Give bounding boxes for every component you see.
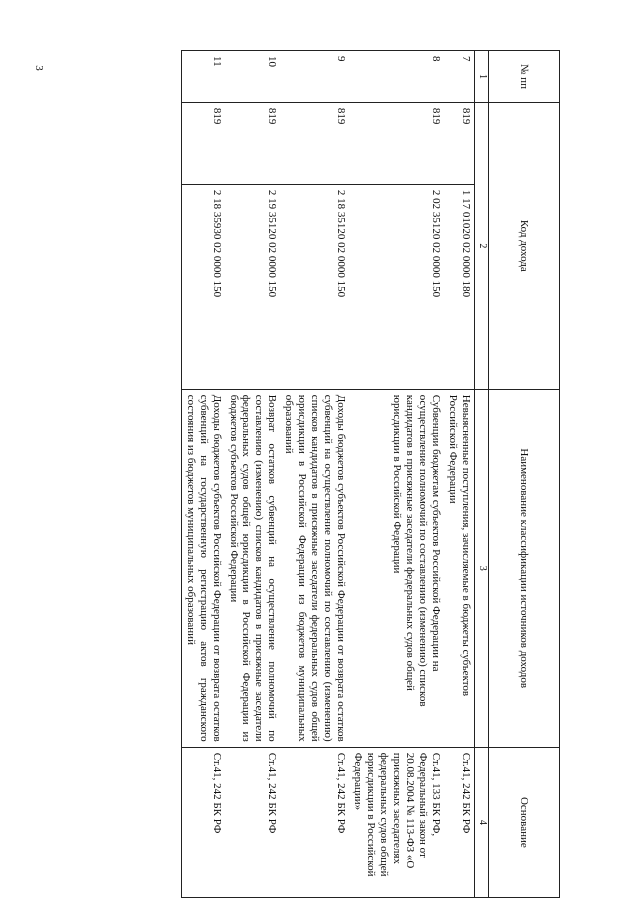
header-basis: Основание [489, 747, 560, 897]
revenue-name: Доходы бюджетов субъектов Российской Федерации от возврата остатков субвенций на государственную регистрацию актов гражданского состояния из бюджетов муниципальных образований [181, 389, 224, 747]
row-index: 8 [349, 51, 444, 103]
table-row [181, 51, 224, 898]
row-index: 11 [181, 51, 224, 103]
revenue-code: 2 19 35120 02 0000 150 [225, 184, 281, 389]
row-index: 7 [444, 51, 474, 103]
admin-code: 819 [225, 102, 281, 184]
revenue-name: Невыясненные поступления, зачисляемые в бюджеты субъектов Российской Федерации [444, 389, 474, 747]
table-row [280, 51, 349, 898]
header-code: Код дохода [489, 102, 560, 389]
basis: Ст.41, 242 БК РФ [225, 747, 281, 897]
row-index: 10 [225, 51, 281, 103]
revenue-classification-table [90, 50, 560, 898]
revenue-code: 2 02 35120 02 0000 150 [349, 184, 444, 389]
header-name: Наименование классификации источников доходов [489, 389, 560, 747]
basis: Ст.41, 242 БК РФ [280, 747, 349, 897]
revenue-code: 2 18 35930 02 0000 150 [181, 184, 224, 389]
page-number: 3 [32, 65, 45, 71]
column-number: 1 [475, 51, 489, 103]
basis: Ст.41, 242 БК РФ [181, 747, 224, 897]
admin-code: 819 [280, 102, 349, 184]
column-number: 2 [475, 102, 489, 389]
column-number: 3 [475, 389, 489, 747]
basis: Ст.41, 133 БК РФ, Федеральный закон от 20.08.2004 № 113-ФЗ «О присяжных заседателях федеральных судов общей юрисдикции в Российской Федерации» [349, 747, 444, 897]
admin-code: 819 [349, 102, 444, 184]
revenue-name: Доходы бюджетов субъектов Российской Федерации от возврата остатков субвенций на осуществление полномочий по составлению (изменению) списков кандидатов в присяжные заседатели федеральных судов общей юрисдикции в Российской Федерации из бюджетов муниципальных образований [280, 389, 349, 747]
admin-code: 819 [181, 102, 224, 184]
revenue-code: 1 17 01020 02 0000 180 [444, 184, 474, 389]
table-row [225, 51, 281, 898]
table-row [349, 51, 444, 898]
admin-code: 819 [444, 102, 474, 184]
revenue-name: Субвенции бюджетам субъектов Российской Федерации на осуществление полномочий по составлению (изменению) списков кандидатов в присяжные заседатели федеральных судов общей юрисдикции в Российской Федерации [349, 389, 444, 747]
basis: Ст.41, 242 БК РФ [444, 747, 474, 897]
header-index: № пп [489, 51, 560, 103]
table-row [444, 51, 474, 898]
column-number: 4 [475, 747, 489, 897]
revenue-code: 2 18 35120 02 0000 150 [280, 184, 349, 389]
row-index: 9 [280, 51, 349, 103]
revenue-name: Возврат остатков субвенций на осуществление полномочий по составлению (изменению) списков кандидатов в присяжные заседатели федеральных судов общей юрисдикции в Российской Федерации из бюджетов субъектов Российской Федерации [225, 389, 281, 747]
